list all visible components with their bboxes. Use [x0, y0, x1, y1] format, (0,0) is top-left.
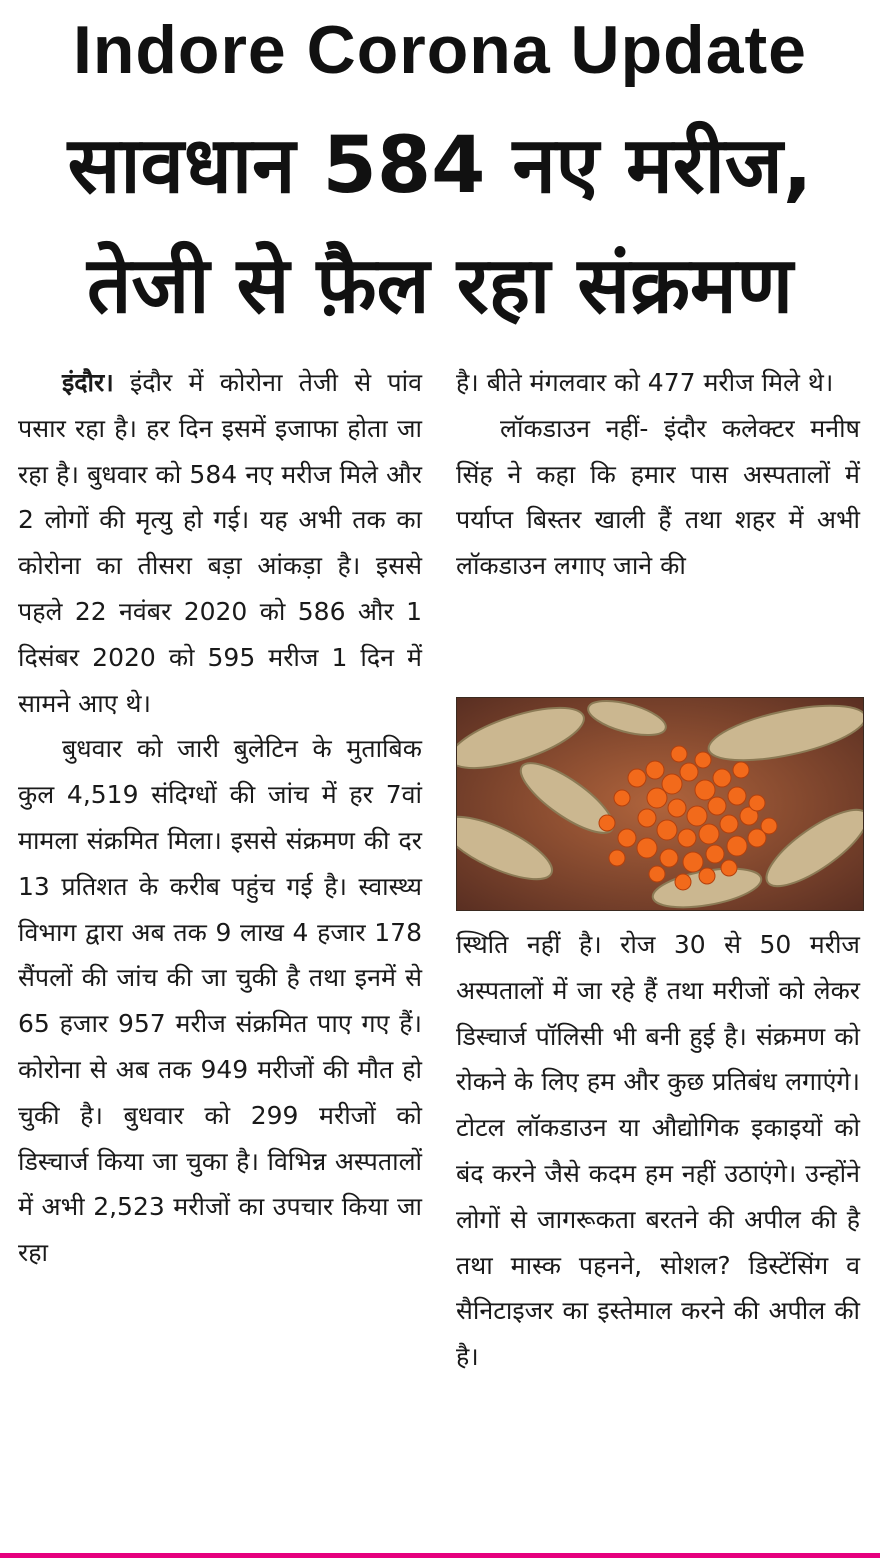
- article-left-column: [18, 360, 422, 1276]
- coronavirus-micrograph-image: [456, 697, 864, 911]
- paragraph-1: [18, 360, 422, 726]
- headline-line-2: तेजी से फ़ैल रहा संक्रमण: [86, 241, 794, 331]
- article-right-column-bottom: [456, 922, 860, 1380]
- paragraph-lockdown: लॉकडाउन नहीं- इंदौर कलेक्टर मनीष सिंह ने कहा कि हमार पास अस्पतालों में पर्याप्त बिस्तर खाली हैं तथा शहर में अभी लॉकडाउन लगाए जाने की: [456, 413, 860, 581]
- paragraph-lockdown-continued: स्थिति नहीं है। रोज 30 से 50 मरीज अस्पतालों में जा रहे हैं तथा मरीजों को लेकर डिस्चार्ज पॉलिसी भी बनी हुई है। संक्रमण को रोकने के लिए हम और कुछ प्रतिबंध लगाएंगे। टोटल लॉकडाउन या औद्योगिक इकाइयों को बंद करने जैसे कदम हम नहीं उठाएंगे। उन्होंने लोगों से जागरूकता बरतने की अपील की है तथा मास्क पहनने, सोशल? डिस्टेंसिंग व सैनिटाइजर का इस्तेमाल करने की अपील की है।: [456, 930, 860, 1372]
- article-right-column-top: [456, 360, 860, 589]
- headline-line-1: सावधान 584 नए मरीज,: [67, 121, 813, 211]
- bottom-accent-rule: [0, 1553, 880, 1558]
- paragraph-2-continued: है। बीते मंगलवार को 477 मरीज मिले थे।: [456, 368, 834, 397]
- paragraph-2: बुधवार को जारी बुलेटिन के मुताबिक कुल 4,519 संदिग्धों की जांच में हर 7वां मामला संक्रमित मिला। इससे संक्रमण की दर 13 प्रतिशत के करीब पहुंच गई है। स्वास्थ्य विभाग द्वारा अब तक 9 लाख 4 हजार 178 सैंपलों की जांच की जा चुकी है तथा इनमें से 65 हजार 957 मरीज संक्रमित पाए गए हैं। कोरोना से अब तक 949 मरीजों की मौत हो चुकी है। बुधवार को 299 मरीजों को डिस्चार्ज किया जा चुका है। विभिन्न अस्पतालों में अभी 2,523 मरीजों का उपचार किया जा रहा: [18, 734, 422, 1268]
- paragraph-1-body: इंदौर में कोरोना तेजी से पांव पसार रहा है। हर दिन इसमें इजाफा होता जा रहा है। बुधवार को 584 नए मरीज मिले और 2 लोगों की मृत्यु हो गई। यह अभी तक का कोरोना का तीसरा बड़ा आंकड़ा है। इससे पहले 22 नवंबर 2020 को 586 और 1 दिसंबर 2020 को 595 मरीज 1 दिन में सामने आए थे।: [18, 368, 422, 718]
- dateline: इंदौर।: [62, 368, 114, 397]
- kicker-title: Indore Corona Update: [72, 12, 808, 88]
